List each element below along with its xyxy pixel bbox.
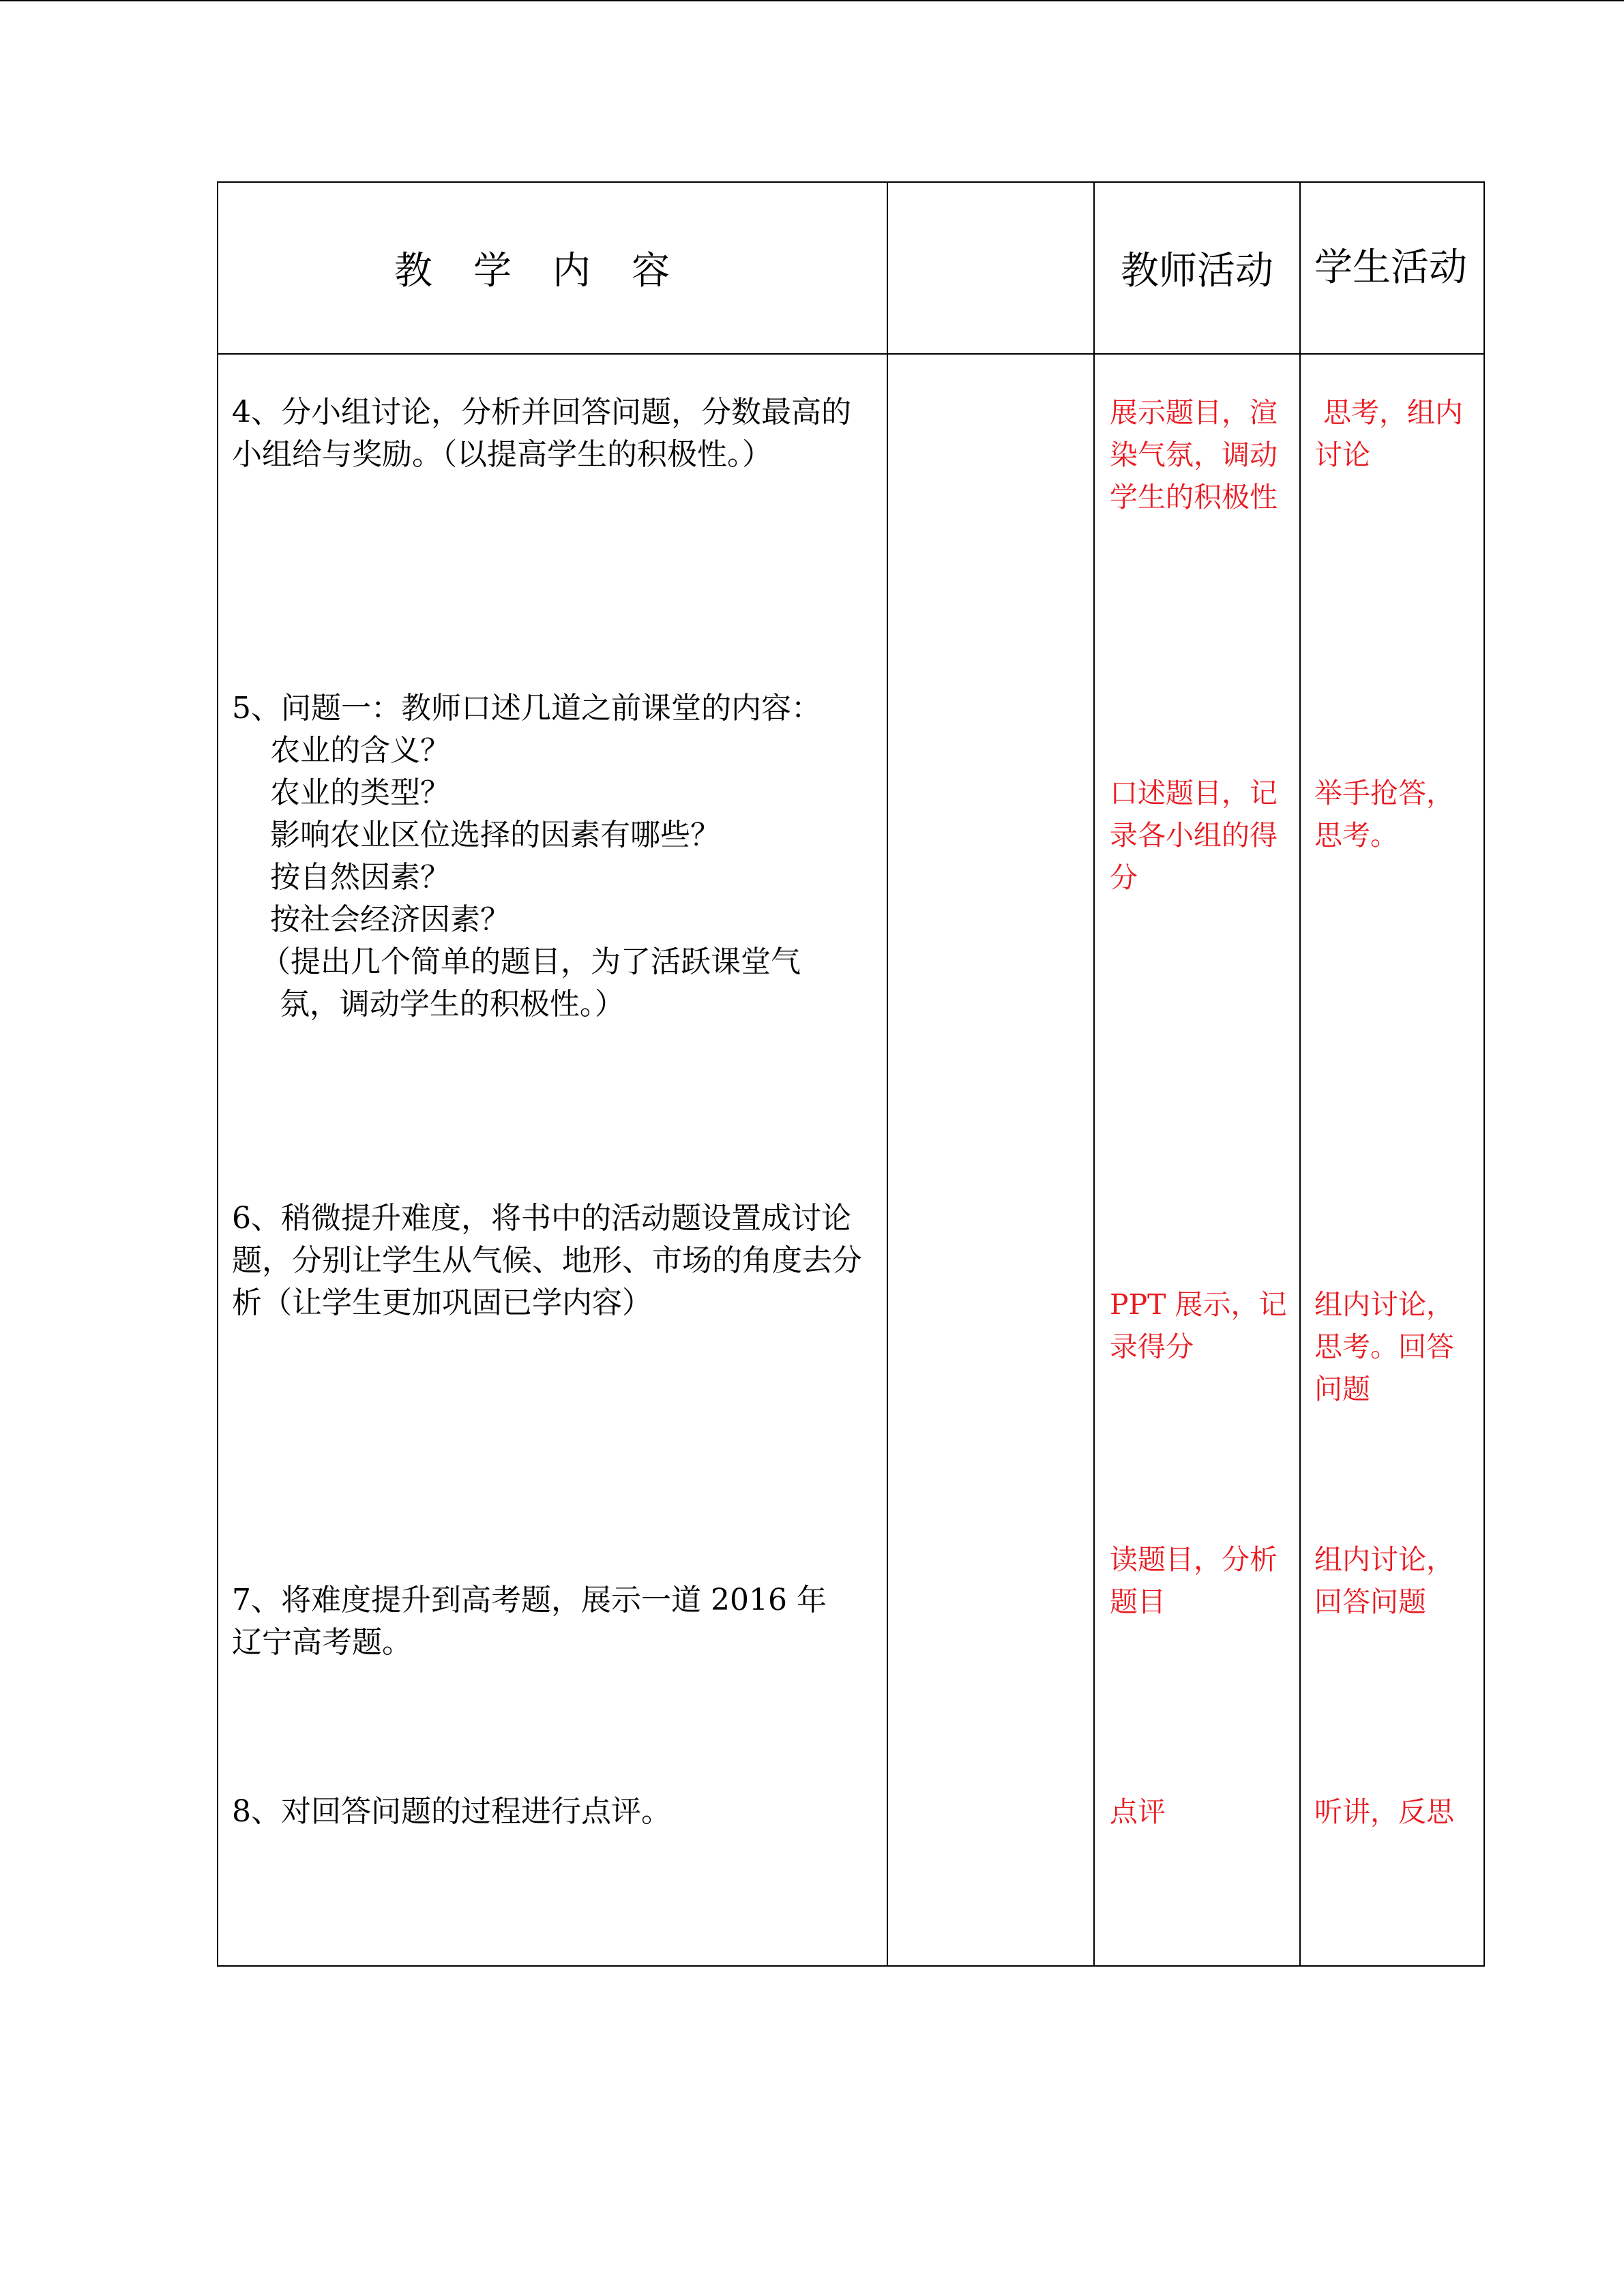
content-item-6: 6、稍微提升难度，将书中的活动题设置成讨论题，分别让学生从气候、地形、市场的角度去分析（让学生更加巩固已学内容） — [232, 1201, 862, 1320]
blank-column — [887, 354, 1094, 1966]
header-student-activity: 学生活动 — [1300, 182, 1484, 354]
teacher-activity-8: 点评 — [1110, 1795, 1166, 1828]
teacher-activity-7: 读题目，分析题目 — [1110, 1543, 1278, 1618]
header-teacher-activity: 教师活动 — [1094, 182, 1300, 354]
content-item-8: 8、对回答问题的过程进行点评。 — [232, 1794, 671, 1829]
header-teaching-content: 教学内容 — [218, 182, 887, 354]
header-blank-cell — [887, 182, 1094, 354]
table-body-row — [218, 354, 1484, 1966]
student-activity-8: 听讲，反思 — [1314, 1795, 1454, 1828]
teacher-activity-6: PPT 展示，记录得分 — [1110, 1288, 1287, 1363]
content-item-7: 7、将难度提升到高考题，展示一道 2016 年辽宁高考题。 — [232, 1583, 827, 1660]
student-activity-6: 组内讨论，思考。回答问题 — [1314, 1288, 1454, 1405]
student-activity-7: 组内讨论，回答问题 — [1314, 1543, 1454, 1618]
table-header-row — [218, 182, 1484, 354]
lesson-plan-table — [217, 181, 1485, 1967]
student-activity-4: 思考，组内讨论 — [1314, 396, 1464, 471]
student-activity-column — [1300, 354, 1484, 1966]
content-item-4: 4、分小组讨论，分析并回答问题，分数最高的小组给与奖励。（以提高学生的积极性。） — [232, 395, 851, 472]
content-column — [218, 354, 887, 1966]
teacher-activity-4: 展示题目，渲染气氛，调动学生的积极性 — [1110, 396, 1278, 513]
student-activity-5: 举手抢答，思考。 — [1314, 777, 1454, 852]
content-item-5: 5、问题一：教师口述几道之前课堂的内容： 农业的含义？ 农业的类型？ 影响农业区位选择的因素有哪些？ 按自然因素？ 按社会经济因素？ （提出几个简单的题目，为了活跃课堂气 氛，调动学生的积极性。） — [232, 691, 821, 1022]
teacher-activity-column — [1094, 354, 1300, 1966]
teacher-activity-5: 口述题目，记录各小组的得分 — [1110, 777, 1278, 894]
page-top-border — [0, 0, 1624, 1]
